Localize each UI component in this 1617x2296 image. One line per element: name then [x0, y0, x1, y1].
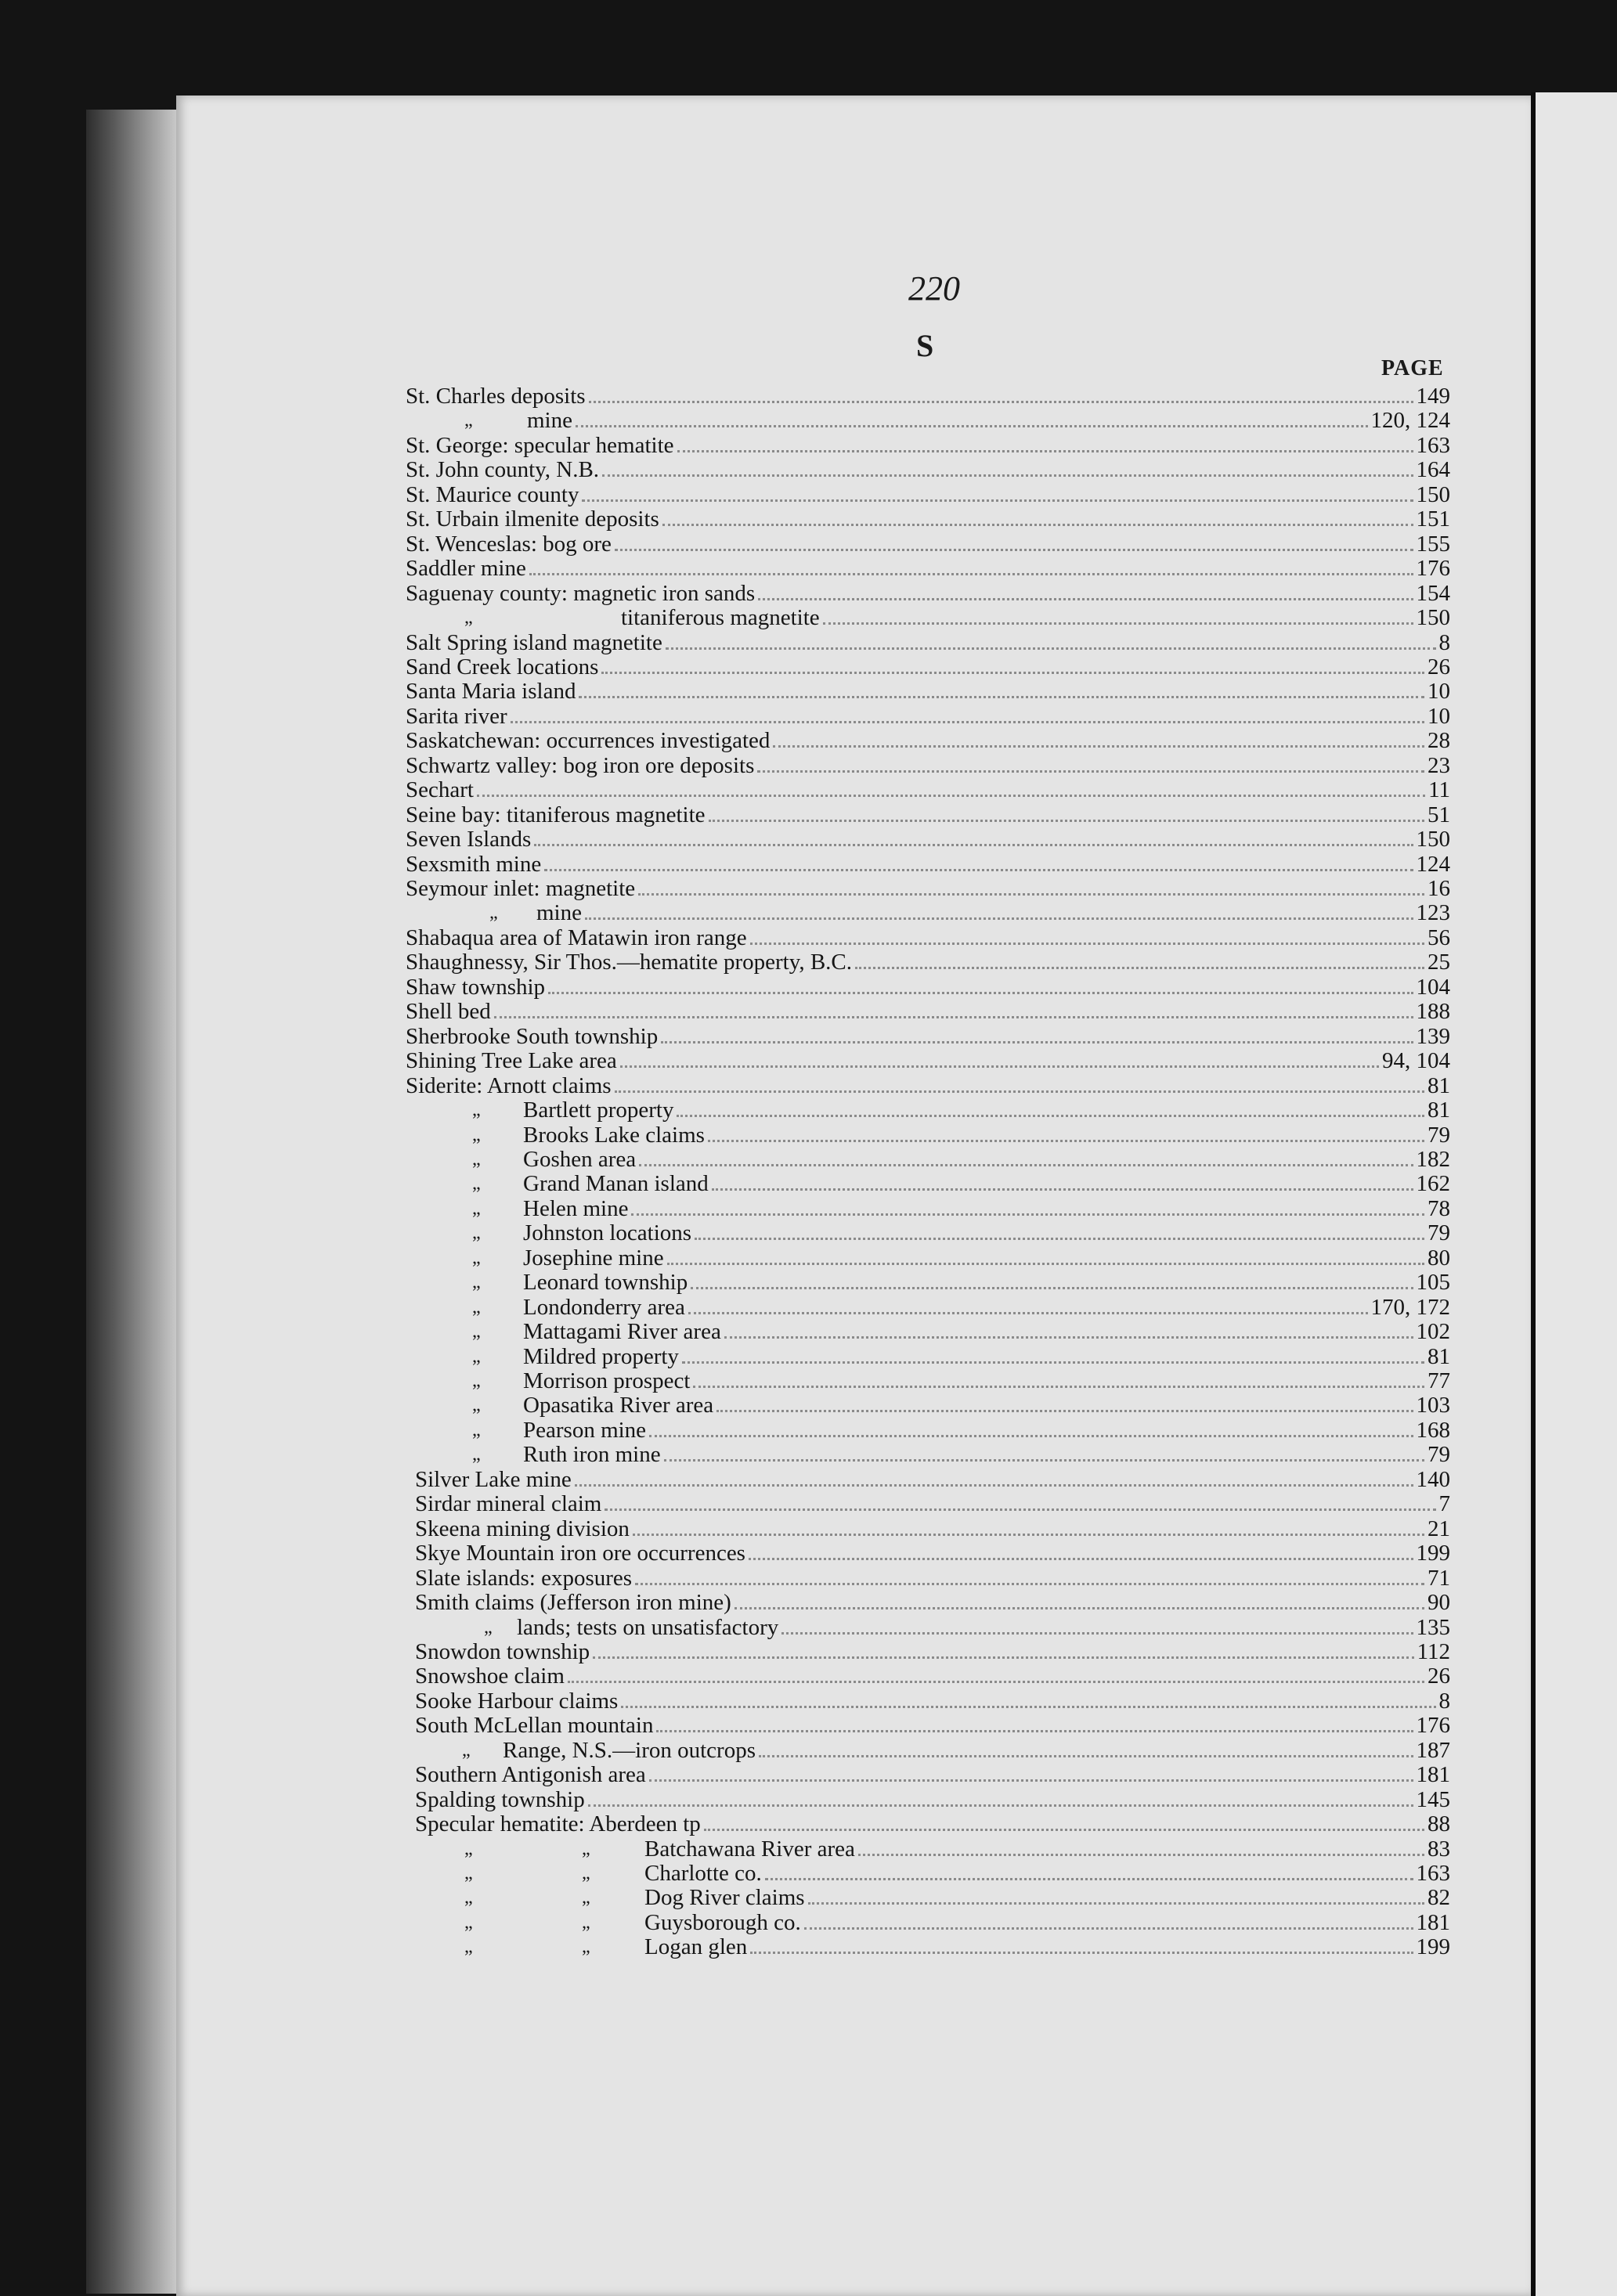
dot-leader — [575, 1484, 1413, 1487]
ditto-mark: „ — [464, 1912, 473, 1933]
index-entry-label: Johnston locations — [523, 1220, 692, 1245]
index-entry-page: 176 — [1416, 1713, 1450, 1738]
ditto-mark: „ — [484, 1617, 493, 1638]
index-entry-label: Seymour inlet: magnetite — [406, 876, 636, 901]
index-entry — [472, 1418, 1450, 1443]
dot-leader — [693, 1386, 1424, 1388]
index-entry-label: Specular hematite: Aberdeen tp — [415, 1811, 701, 1836]
index-entry — [406, 705, 1450, 729]
dot-leader — [781, 1632, 1413, 1635]
index-entry-label: Smith claims (Jefferson iron mine) — [415, 1590, 731, 1615]
dot-leader — [649, 1435, 1413, 1437]
index-entry-page: 170, 172 — [1370, 1295, 1450, 1320]
index-entry-label: Guysborough co. — [644, 1910, 801, 1935]
ditto-mark: „ — [472, 1173, 481, 1194]
index-entry-page: 10 — [1428, 679, 1450, 704]
index-entry — [472, 1393, 1450, 1418]
index-entry-page: 102 — [1416, 1319, 1450, 1344]
dot-leader — [712, 1188, 1413, 1191]
dot-leader — [615, 549, 1413, 551]
dot-leader — [477, 795, 1425, 797]
index-entry — [406, 975, 1450, 1000]
index-entry-label: Seven Islands — [406, 827, 532, 852]
index-entry-label: mine — [527, 408, 572, 433]
ditto-mark: „ — [464, 1863, 473, 1883]
index-entry-label: St. Maurice county — [406, 482, 579, 507]
ditto-mark: „ — [472, 1198, 481, 1219]
dot-leader — [568, 1681, 1424, 1683]
dot-leader — [511, 721, 1424, 723]
index-entry-page: 28 — [1428, 728, 1450, 753]
index-entry-page: 163 — [1416, 1861, 1450, 1886]
dot-leader — [773, 745, 1424, 748]
ditto-mark: „ — [472, 1371, 481, 1391]
dot-leader — [735, 1607, 1424, 1609]
index-entry — [472, 1271, 1450, 1295]
index-entry-label: Londonderry area — [523, 1295, 685, 1320]
ditto-mark: „ — [472, 1321, 481, 1342]
dot-leader — [759, 1755, 1413, 1757]
ditto-mark: „ — [472, 1100, 481, 1120]
dot-leader — [589, 401, 1413, 403]
index-entry-page: 199 — [1416, 1934, 1450, 1959]
dot-leader — [548, 992, 1413, 994]
index-entry — [406, 1025, 1450, 1049]
index-entry-page: 105 — [1416, 1270, 1450, 1295]
index-entry — [472, 1296, 1450, 1320]
index-entry-page: 79 — [1428, 1220, 1450, 1245]
index-entry-label: Saguenay county: magnetic iron sands — [406, 581, 756, 606]
index-entry-page: 123 — [1416, 900, 1450, 925]
index-entry — [464, 606, 1450, 630]
dot-leader — [662, 524, 1413, 526]
index-entry-label: Salt Spring island magnetite — [406, 630, 662, 655]
index-entry-label: St. John county, N.B. — [406, 457, 600, 482]
index-entry — [406, 950, 1450, 975]
index-entry — [472, 1320, 1450, 1344]
index-entry-label: Sherbrooke South township — [406, 1024, 659, 1049]
dot-leader — [757, 770, 1424, 773]
index-entry-label: Sirdar mineral claim — [415, 1491, 602, 1516]
index-entry — [415, 1541, 1450, 1566]
index-entry — [464, 1837, 1450, 1862]
index-entry-page: 150 — [1416, 605, 1450, 630]
ditto-mark: „ — [582, 1912, 590, 1933]
dot-leader — [724, 1336, 1413, 1339]
index-entry-page: 168 — [1416, 1418, 1450, 1443]
section-letter: S — [916, 328, 934, 363]
dot-leader — [695, 1238, 1424, 1240]
index-entry-page: 8 — [1438, 630, 1450, 655]
index-entry — [415, 1492, 1450, 1516]
index-entry — [462, 1739, 1450, 1763]
index-entry-page: 26 — [1428, 654, 1450, 679]
dot-leader — [576, 425, 1368, 427]
dot-leader — [638, 893, 1424, 896]
index-entry-page: 81 — [1428, 1344, 1450, 1369]
index-entry — [415, 1591, 1450, 1615]
index-entry-label: Shining Tree Lake area — [406, 1048, 617, 1073]
index-entry — [415, 1788, 1450, 1812]
index-entry-label: Silver Lake mine — [415, 1467, 572, 1492]
dot-leader — [605, 1508, 1435, 1511]
dot-leader — [667, 1263, 1424, 1265]
index-entry-page: 7 — [1438, 1491, 1450, 1516]
index-entry-page: 199 — [1416, 1541, 1450, 1566]
index-entry-page: 182 — [1416, 1147, 1450, 1172]
index-entry-page: 21 — [1428, 1516, 1450, 1541]
dot-leader — [639, 1164, 1413, 1166]
ditto-mark: „ — [472, 1149, 481, 1170]
index-entry-label: St. Charles deposits — [406, 384, 586, 409]
dot-leader — [582, 499, 1413, 502]
index-entry — [472, 1443, 1450, 1467]
index-entry-page: 150 — [1416, 827, 1450, 852]
dot-leader — [708, 1140, 1424, 1142]
dot-leader — [621, 1706, 1435, 1708]
index-entry — [415, 1812, 1450, 1836]
index-entry-page: 176 — [1416, 556, 1450, 581]
index-entry — [415, 1640, 1450, 1664]
index-entry-label: Leonard township — [523, 1270, 688, 1295]
index-entry-page: 151 — [1416, 506, 1450, 532]
dot-leader — [677, 1115, 1424, 1117]
index-entry-page: 77 — [1428, 1368, 1450, 1393]
index-entry — [406, 679, 1450, 704]
dot-leader — [615, 1090, 1424, 1093]
dot-leader — [494, 1016, 1413, 1018]
index-entry-label: Skye Mountain iron ore occurrences — [415, 1541, 745, 1566]
index-entry — [406, 827, 1450, 852]
index-entry-page: 56 — [1428, 925, 1450, 950]
index-entry-label: Seine bay: titaniferous magnetite — [406, 802, 706, 827]
index-entry-page: 81 — [1428, 1098, 1450, 1123]
index-entry-page: 145 — [1416, 1787, 1450, 1812]
index-entry-page: 120, 124 — [1370, 408, 1450, 433]
index-entry-page: 139 — [1416, 1024, 1450, 1049]
index-entry-page: 155 — [1416, 532, 1450, 557]
dot-leader — [534, 844, 1413, 846]
index-entry — [406, 1074, 1450, 1098]
index-entry-label: Spalding township — [415, 1787, 585, 1812]
index-entry-page: 8 — [1438, 1689, 1450, 1714]
ditto-mark: „ — [464, 607, 473, 628]
index-entry-page: 140 — [1416, 1467, 1450, 1492]
dot-leader — [749, 1558, 1413, 1560]
index-entry — [406, 631, 1450, 655]
index-entry-label: Logan glen — [644, 1934, 748, 1959]
index-entry-label: mine — [536, 900, 582, 925]
index-entry-page: 51 — [1428, 802, 1450, 827]
index-entry-page: 135 — [1416, 1615, 1450, 1640]
index-entry — [464, 1862, 1450, 1886]
dot-leader — [765, 1878, 1413, 1880]
index-entry-page: 83 — [1428, 1836, 1450, 1862]
index-entry-label: Shaughnessy, Sir Thos.—hematite property, B.C. — [406, 950, 853, 975]
index-entry-page: 88 — [1428, 1811, 1450, 1836]
ditto-mark: „ — [472, 1223, 481, 1243]
ditto-mark: „ — [582, 1887, 590, 1908]
dot-leader — [529, 573, 1413, 575]
page-column-header: PAGE — [1381, 356, 1444, 380]
index-entry-page: 162 — [1416, 1171, 1450, 1196]
index-entry-label: Skeena mining division — [415, 1516, 630, 1541]
index-entry-page: 23 — [1428, 753, 1450, 778]
dot-leader — [758, 598, 1413, 600]
index-entry-page: 149 — [1416, 384, 1450, 409]
index-entry-label: Mildred property — [523, 1344, 679, 1369]
index-entry-label: Charlotte co. — [644, 1861, 762, 1886]
dot-leader — [709, 820, 1424, 822]
dot-leader — [682, 1361, 1424, 1364]
index-entry-label: Snowshoe claim — [415, 1663, 565, 1689]
index-entry — [406, 655, 1450, 679]
index-entry-page: 104 — [1416, 975, 1450, 1000]
dot-leader — [666, 647, 1436, 650]
index-entry-label: St. George: specular hematite — [406, 433, 674, 458]
index-entry — [406, 778, 1450, 802]
index-entry — [489, 901, 1450, 925]
index-entry-label: Schwartz valley: bog iron ore deposits — [406, 753, 755, 778]
index-entry-page: 71 — [1428, 1566, 1450, 1591]
index-entry-label: Saskatchewan: occurrences investigated — [406, 728, 771, 753]
index-entry-label: Siderite: Arnott claims — [406, 1073, 612, 1098]
index-entry-page: 187 — [1416, 1738, 1450, 1763]
index-entry — [406, 483, 1450, 507]
ditto-mark: „ — [582, 1937, 590, 1957]
index-entry-page: 11 — [1428, 777, 1450, 802]
index-entry — [406, 582, 1450, 606]
index-entry-page: 80 — [1428, 1245, 1450, 1271]
index-entry-label: Shell bed — [406, 999, 491, 1024]
index-entry — [406, 458, 1450, 482]
index-entry-label: Range, N.S.—iron outcrops — [503, 1738, 756, 1763]
ditto-mark: „ — [582, 1839, 590, 1859]
index-entry-page: 78 — [1428, 1196, 1450, 1221]
ditto-mark: „ — [464, 1937, 473, 1957]
index-entry — [406, 926, 1450, 950]
dot-leader — [716, 1410, 1413, 1412]
dot-leader — [664, 1459, 1424, 1462]
index-entry-label: Bartlett property — [523, 1098, 674, 1123]
index-entry — [472, 1197, 1450, 1221]
index-entry-label: titaniferous magnetite — [621, 605, 820, 630]
index-entry — [415, 1763, 1450, 1787]
index-entry-label: Mattagami River area — [523, 1319, 721, 1344]
ditto-mark: „ — [472, 1444, 481, 1465]
index-entry — [406, 877, 1450, 901]
index-entry — [406, 507, 1450, 532]
index-entry-label: Slate islands: exposures — [415, 1566, 633, 1591]
index-entry-label: Shaw township — [406, 975, 546, 1000]
index-entry-label: Southern Antigonish area — [415, 1762, 646, 1787]
ditto-mark: „ — [464, 1887, 473, 1908]
index-entry-page: 103 — [1416, 1393, 1450, 1418]
index-entry — [406, 754, 1450, 778]
index-entry-label: Josephine mine — [523, 1245, 664, 1271]
index-entry — [464, 1935, 1450, 1959]
index-entry — [406, 384, 1450, 409]
ditto-mark: „ — [472, 1420, 481, 1440]
index-entry — [406, 532, 1450, 557]
dot-leader — [593, 1656, 1413, 1659]
dot-leader — [677, 450, 1413, 452]
dot-leader — [704, 1829, 1424, 1831]
index-entry-page: 79 — [1428, 1123, 1450, 1148]
index-entry-label: Morrison prospect — [523, 1368, 691, 1393]
index-entry-label: Grand Manan island — [523, 1171, 709, 1196]
dot-leader — [688, 1312, 1368, 1314]
dot-leader — [750, 943, 1424, 945]
index-entry-label: Pearson mine — [523, 1418, 647, 1443]
index-entry-page: 150 — [1416, 482, 1450, 507]
index-entry-label: St. Wenceslas: bog ore — [406, 532, 612, 557]
index-entry-page: 90 — [1428, 1590, 1450, 1615]
dot-leader — [602, 474, 1413, 477]
ditto-mark: „ — [489, 903, 498, 923]
index-entry — [472, 1369, 1450, 1393]
ditto-mark: „ — [472, 1125, 481, 1145]
index-entry-page: 82 — [1428, 1885, 1450, 1910]
ditto-mark: „ — [464, 1839, 473, 1859]
index-entry — [472, 1172, 1450, 1196]
ditto-mark: „ — [582, 1863, 590, 1883]
index-entry-page: 94, 104 — [1382, 1048, 1450, 1073]
index-entry-page: 163 — [1416, 433, 1450, 458]
index-entry-page: 154 — [1416, 581, 1450, 606]
index-entry — [406, 1049, 1450, 1073]
index-entry-page: 81 — [1428, 1073, 1450, 1098]
index-entry-label: lands; tests on unsatisfactory — [517, 1615, 779, 1640]
index-entry — [415, 1468, 1450, 1492]
dot-leader — [601, 672, 1424, 674]
index-entry-label: Batchawana River area — [644, 1836, 855, 1862]
index-entry — [415, 1714, 1450, 1738]
ditto-mark: „ — [462, 1740, 471, 1761]
index-entry — [464, 409, 1450, 433]
index-entry-label: Goshen area — [523, 1147, 637, 1172]
ditto-mark: „ — [464, 410, 473, 431]
index-entry-label: Sexsmith mine — [406, 852, 542, 877]
index-entry-label: St. Urbain ilmenite deposits — [406, 506, 659, 532]
dot-leader — [631, 1213, 1424, 1216]
index-entry-page: 124 — [1416, 852, 1450, 877]
index-entry-page: 164 — [1416, 457, 1450, 482]
index-entry-label: South McLellan mountain — [415, 1713, 654, 1738]
dot-leader — [633, 1534, 1424, 1536]
dot-leader — [635, 1583, 1424, 1585]
dot-leader — [804, 1927, 1413, 1930]
dot-leader — [588, 1804, 1413, 1807]
index-entry — [406, 803, 1450, 827]
dot-leader — [649, 1779, 1413, 1782]
ditto-mark: „ — [472, 1297, 481, 1317]
index-entry — [472, 1123, 1450, 1148]
index-entry — [406, 557, 1450, 581]
index-entry — [415, 1689, 1450, 1714]
ditto-mark: „ — [472, 1248, 481, 1268]
index-entry-page: 25 — [1428, 950, 1450, 975]
index-entry — [415, 1517, 1450, 1541]
dot-leader — [808, 1902, 1424, 1905]
dot-leader — [579, 696, 1424, 698]
index-entry — [464, 1886, 1450, 1910]
dot-leader — [656, 1730, 1413, 1732]
dot-leader — [691, 1287, 1413, 1289]
index-entry — [406, 434, 1450, 458]
index-entry-label: Sand Creek locations — [406, 654, 599, 679]
index-entry — [406, 852, 1450, 877]
dot-leader — [544, 869, 1413, 871]
dot-leader — [661, 1041, 1413, 1043]
index-entry-label: Opasatika River area — [523, 1393, 714, 1418]
index-entry — [472, 1345, 1450, 1369]
index-entry-page: 10 — [1428, 704, 1450, 729]
index-entry — [415, 1664, 1450, 1689]
index-entry-page: 181 — [1416, 1910, 1450, 1935]
index-entry-page: 112 — [1417, 1639, 1450, 1664]
index-entry — [472, 1148, 1450, 1172]
index-entry — [484, 1616, 1450, 1640]
index-entry — [406, 729, 1450, 753]
dot-leader — [750, 1952, 1413, 1954]
dot-leader — [620, 1065, 1379, 1068]
index-entry — [415, 1566, 1450, 1591]
index-entry-label: Sooke Harbour claims — [415, 1689, 619, 1714]
index-entry-label: Helen mine — [523, 1196, 629, 1221]
index-entry — [472, 1246, 1450, 1271]
index-entry-label: Saddler mine — [406, 556, 526, 581]
dot-leader — [855, 967, 1424, 969]
index-entry-label: Dog River claims — [644, 1885, 805, 1910]
index-entry-page: 181 — [1416, 1762, 1450, 1787]
index-entry — [472, 1098, 1450, 1123]
page-number: 220 — [908, 269, 960, 308]
index-entry-label: Sarita river — [406, 704, 507, 729]
ditto-mark: „ — [472, 1346, 481, 1367]
dot-leader — [858, 1854, 1424, 1856]
ditto-mark: „ — [472, 1395, 481, 1415]
dot-leader — [823, 622, 1413, 625]
index-entry-label: Snowdon township — [415, 1639, 590, 1664]
index-entry-label: Ruth iron mine — [523, 1442, 661, 1467]
dot-leader — [585, 917, 1413, 920]
ditto-mark: „ — [472, 1272, 481, 1292]
index-entry-page: 188 — [1416, 999, 1450, 1024]
index-entry — [472, 1221, 1450, 1245]
index-entry-label: Sechart — [406, 777, 474, 802]
index-entry-label: Santa Maria island — [406, 679, 576, 704]
index-entry-page: 26 — [1428, 1663, 1450, 1689]
index-entry-page: 79 — [1428, 1442, 1450, 1467]
index-entry — [464, 1911, 1450, 1935]
index-entry — [406, 1000, 1450, 1024]
index-entry-label: Brooks Lake claims — [523, 1123, 705, 1148]
index-entry-label: Shabaqua area of Matawin iron range — [406, 925, 747, 950]
index-entry-page: 16 — [1428, 876, 1450, 901]
